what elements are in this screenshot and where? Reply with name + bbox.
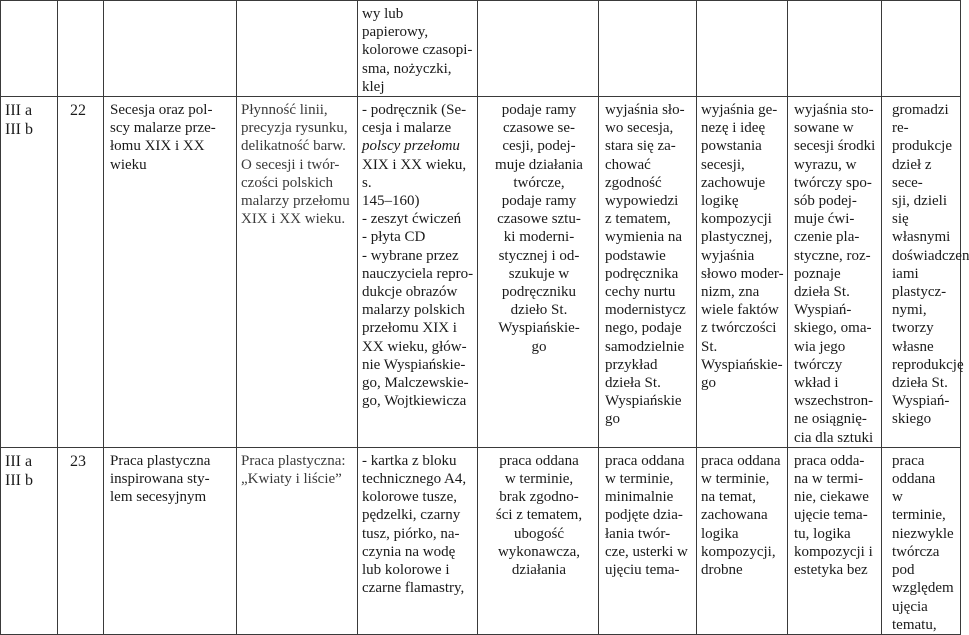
lesson-topic: Praca plastyczna inspirowana sty- lem secesyjnym (110, 452, 211, 506)
number-cell (58, 97, 104, 448)
requirement-cell (697, 97, 788, 448)
empty-cell (478, 1, 599, 97)
requirement-cell (478, 447, 599, 634)
class-cell (1, 97, 58, 448)
lesson-number: 22 (70, 102, 86, 120)
topic-cell (104, 447, 237, 634)
lesson-topic: Secesja oraz pol- scy malarze prze- łomu XIX i XX wieku (110, 102, 216, 173)
content-cell (237, 97, 358, 448)
empty-cell (788, 1, 882, 97)
class-label: III a III b (5, 102, 33, 139)
lesson-number: 23 (70, 452, 86, 470)
lesson-materials (358, 97, 477, 410)
requirement-level-1: praca oddana w terminie, brak zgodno- ści z tematem, ubogość wykonawcza, działania (495, 452, 583, 579)
table-row (1, 447, 961, 634)
empty-cell (599, 1, 697, 97)
materials-text-part: XIX i XX wieku, s. 145–160) - zeszyt ćwiczeń - płyta CD - wybrane przez nauczyciela repro- dukcje obrazów malarzy polskich przełomu XIX i XX wieku, głów- nie Wyspiańskie- go, Malczewskie- go, Wojtkiewicza (362, 156, 474, 410)
requirement-cell (599, 97, 697, 448)
materials-italic-part: polscy przełomu (362, 138, 460, 155)
requirement-level-2: praca oddana w terminie, minimalnie podjęte dzia- łania twór- cze, usterki w ujęciu tema- (605, 452, 688, 579)
requirement-level-3: praca oddana w terminie, na temat, zachowana logika kompozycji, drobne (701, 452, 781, 579)
empty-cell (1, 1, 58, 97)
requirement-cell (697, 447, 788, 634)
requirement-level-3: wyjaśnia ge- nezę i ideę powstania secesji, zachowuje logikę kompozycji plastycznej, wyjaśnia słowo moder- nizm, zna wiele faktów z twórczości St. Wyspiańskie- go (701, 102, 784, 392)
requirement-level-4: wyjaśnia sto- sowane w secesji środki wyrazu, w twórczy spo- sób podej- muje ćwi- czenie pla- styczne, roz- poznaje dzieła St. Wyspiań- skiego, oma- wia jego twórczy wkład i wszechstron- ne osiągnię- cia dla sztuki (794, 102, 876, 446)
empty-cell (104, 1, 237, 97)
requirement-cell (788, 447, 882, 634)
requirement-level-5: praca oddana w terminie, niezwykle twórcza pod względem ujęcia tematu, (892, 452, 954, 633)
class-cell (1, 447, 58, 634)
number-cell (58, 447, 104, 634)
materials-text: wy lub papierowy, kolorowe czasopi- sma, nożyczki, klej (362, 6, 473, 95)
empty-cell (58, 1, 104, 97)
empty-cell (882, 1, 961, 97)
content-cell (237, 447, 358, 634)
requirement-cell (788, 97, 882, 448)
topic-cell (104, 97, 237, 448)
table-row-continuation (1, 1, 961, 97)
requirement-level-4: praca odda- na w termi- nie, ciekawe ujęcie tema- tu, logika kompozycji i estetyka bez (794, 452, 873, 579)
requirement-cell (599, 447, 697, 634)
requirement-cell (882, 447, 961, 634)
requirement-level-1: podaje ramy czasowe se- cesji, podej- muje działania twórcze, podaje ramy czasowe sztu- ki moderni- stycznej i od- szukuje w podręczniku dzieło St. Wyspiańskie- go (495, 102, 583, 355)
lesson-materials: - kartka z bloku technicznego A4, kolorowe tusze, pędzelki, czarny tusz, piórko, na- czynia na wodę lub kolorowe i czarne flamastry, (362, 452, 467, 597)
lesson-content: Płynność linii, precyzja rysunku, delikatność barw. O secesji i twór- czości polskich malarzy przełomu XIX i XX wieku. (241, 102, 350, 228)
materials-text-part: - podręcznik (Se- cesja i malarze (362, 102, 467, 137)
requirement-level-5: gromadzi re- produkcje dzieł z sece- sji, dzieli się własnymi doświadczen iami plastycz- nymi, tworzy własne reprodukcję dzieła St. Wyspiań- skiego (892, 102, 969, 428)
requirement-level-2: wyjaśnia sło- wo secesja, stara się za- chować zgodność wypowiedzi z tematem, wymienia na podstawie podręcznika cechy nurtu modernistycz nego, podaje samodzielnie przykład dzieła St. Wyspiańskie go (605, 102, 686, 428)
materials-cell (358, 1, 478, 97)
lesson-content: Praca plastyczna: „Kwiaty i liście” (241, 452, 346, 488)
empty-cell (697, 1, 788, 97)
empty-cell (237, 1, 358, 97)
requirement-cell (478, 97, 599, 448)
class-label: III a III b (5, 452, 33, 489)
table-row (1, 97, 961, 448)
requirement-cell (882, 97, 969, 448)
materials-cell (358, 447, 478, 634)
materials-cell (358, 97, 478, 448)
